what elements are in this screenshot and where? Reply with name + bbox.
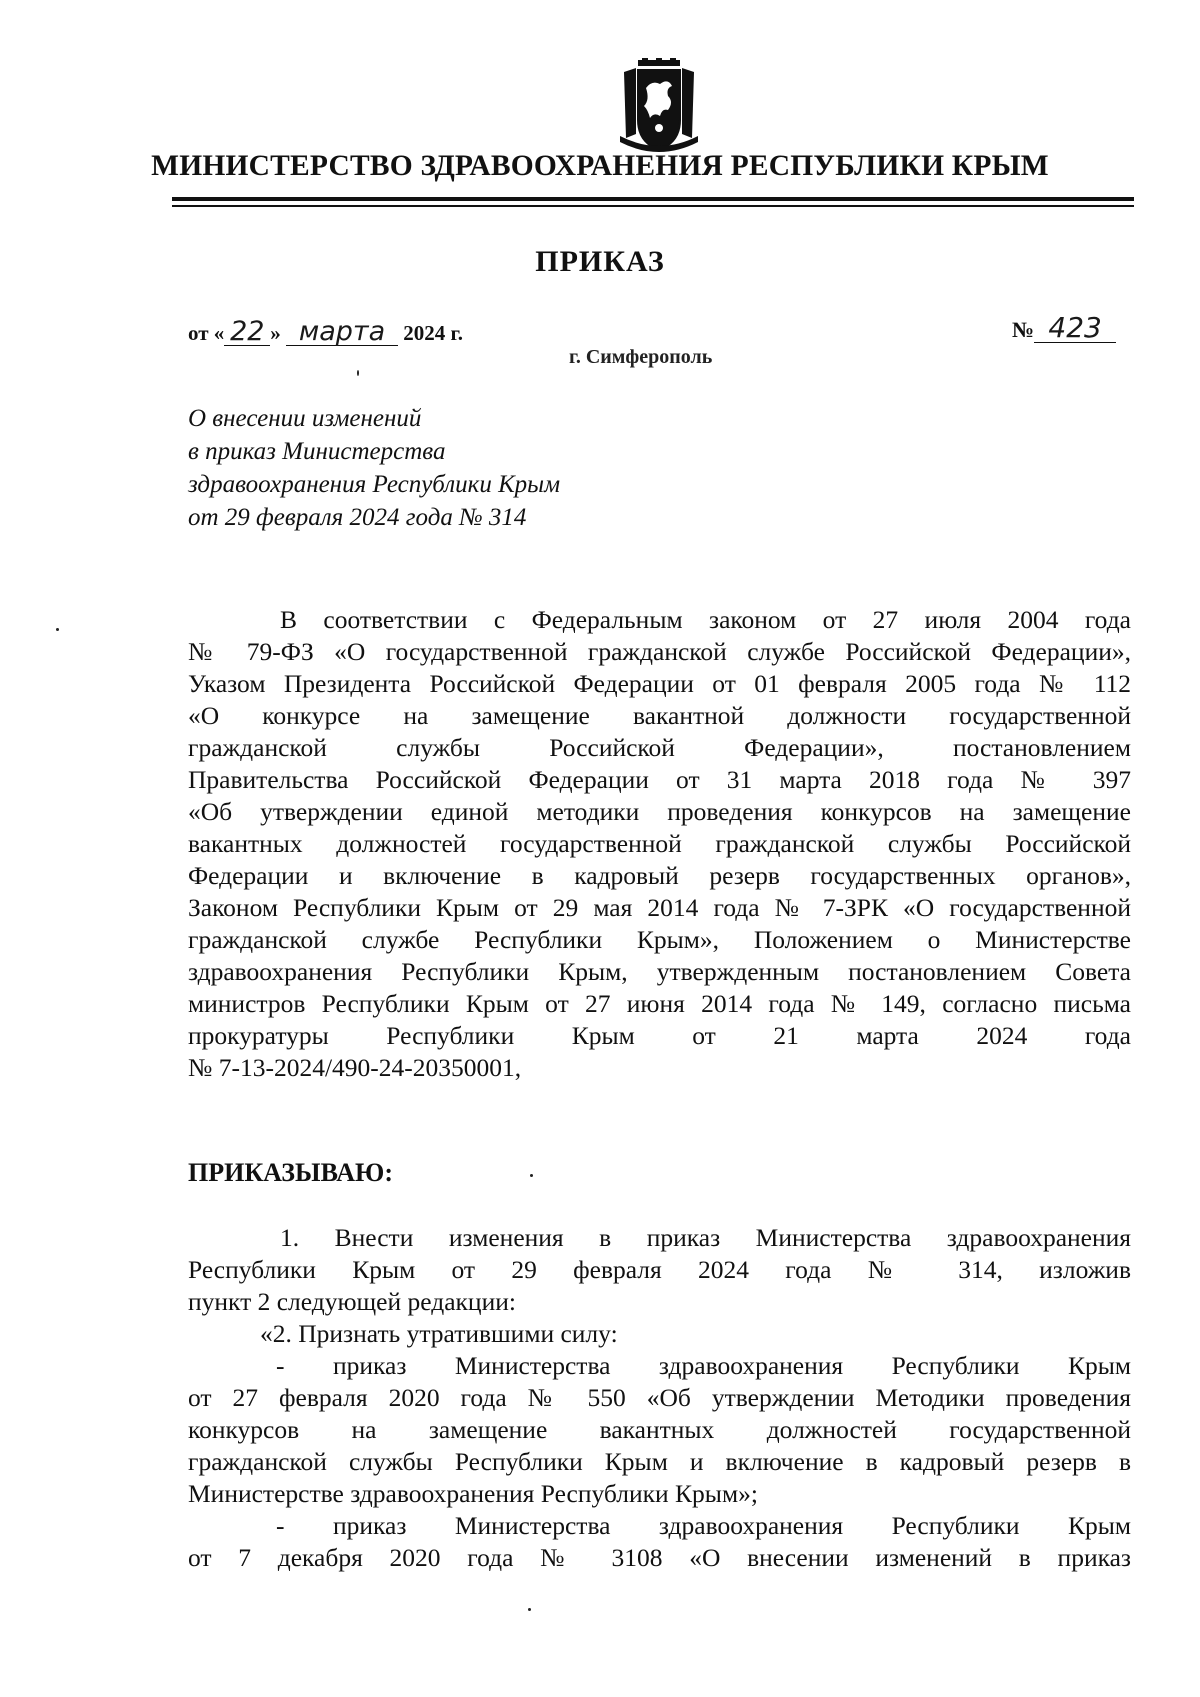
date-month: марта (286, 318, 398, 346)
preamble-line: гражданской службе Республики Крым», Положением о Министерстве (188, 925, 1131, 954)
scan-speck (357, 370, 359, 376)
preamble-line: В соответствии с Федеральным законом от 27 июля 2004 года (280, 605, 1131, 634)
body-line: Республики Крым от 29 февраля 2024 года № 314, изложив (188, 1255, 1131, 1284)
preamble-line: № 7-13-2024/490-24-20350001, (188, 1053, 522, 1082)
preamble-line: Законом Республики Крым от 29 мая 2014 года № 7-ЗРК «О государственной (188, 893, 1131, 922)
preamble-line: № 79-ФЗ «О государственной гражданской службе Российской Федерации», (188, 637, 1131, 666)
document-number (1012, 311, 1116, 344)
scan-speck (528, 1608, 531, 1611)
date-day: 22 (224, 318, 270, 346)
ministry-title: МИНИСТЕРСТВО ЗДРАВООХРАНЕНИЯ РЕСПУБЛИКИ КРЫМ (151, 150, 1049, 182)
subject-line: здравоохранения Республики Крым (188, 471, 561, 498)
preamble-line: прокуратуры Республики Крым от 21 марта 2024 года (188, 1021, 1131, 1050)
subject-line: О внесении изменений (188, 405, 422, 432)
preamble-line: министров Республики Крым от 27 июня 2014 года № 149, согласно письма (188, 989, 1131, 1018)
number-prefix: № (1012, 317, 1035, 342)
body-line: - приказ Министерства здравоохранения Республики Крым (276, 1351, 1131, 1380)
body-line: - приказ Министерства здравоохранения Республики Крым (276, 1511, 1131, 1540)
preamble-line: здравоохранения Республики Крым, утвержденным постановлением Совета (188, 957, 1131, 986)
preamble-line: Правительства Российской Федерации от 31 марта 2018 года № 397 (188, 765, 1131, 794)
body-line: пункт 2 следующей редакции: (188, 1287, 516, 1316)
body-line: «2. Признать утратившими силу: (260, 1319, 618, 1348)
body-line: от 7 декабря 2020 года № 3108 «О внесении изменений в приказ (188, 1543, 1131, 1572)
date-prefix: от « (188, 321, 225, 345)
preamble-line: Указом Президента Российской Федерации от 01 февраля 2005 года № 112 (188, 669, 1131, 698)
number-value: 423 (1034, 314, 1116, 343)
city: г. Симферополь (569, 346, 713, 368)
subject-block (188, 402, 560, 534)
preamble-line: «Об утверждении единой методики проведения конкурсов на замещение (188, 797, 1131, 826)
preamble-line: гражданской службы Российской Федерации», постановлением (188, 733, 1131, 762)
body-line: гражданской службы Республики Крым и включение в кадровый резерв в (188, 1447, 1131, 1476)
document-type: ПРИКАЗ (535, 245, 665, 278)
date-year: 2024 г. (403, 321, 463, 345)
preamble-line: Федерации и включение в кадровый резерв государственных органов», (188, 861, 1131, 890)
date-mid: » (270, 321, 281, 345)
decree-heading: ПРИКАЗЫВАЮ: (188, 1158, 393, 1187)
body-line: Министерстве здравоохранения Республики Крым»; (188, 1479, 758, 1508)
subject-line: в приказ Министерства (188, 438, 446, 465)
preamble-line: вакантных должностей государственной гражданской службы Российской (188, 829, 1131, 858)
date-line (188, 318, 463, 346)
header-rule-thin (172, 205, 1134, 207)
body-line: 1. Внести изменения в приказ Министерства здравоохранения (280, 1223, 1131, 1252)
body-line: конкурсов на замещение вакантных должностей государственной (188, 1415, 1131, 1444)
preamble-line: «О конкурсе на замещение вакантной должности государственной (188, 701, 1131, 730)
subject-line: от 29 февраля 2024 года № 314 (188, 504, 527, 531)
body-line: от 27 февраля 2020 года № 550 «Об утверждении Методики проведения (188, 1383, 1131, 1412)
scan-speck (530, 1174, 533, 1177)
crimea-coat-of-arms-icon (618, 58, 700, 154)
scan-speck (56, 628, 59, 631)
header-rule-thick (172, 197, 1134, 201)
